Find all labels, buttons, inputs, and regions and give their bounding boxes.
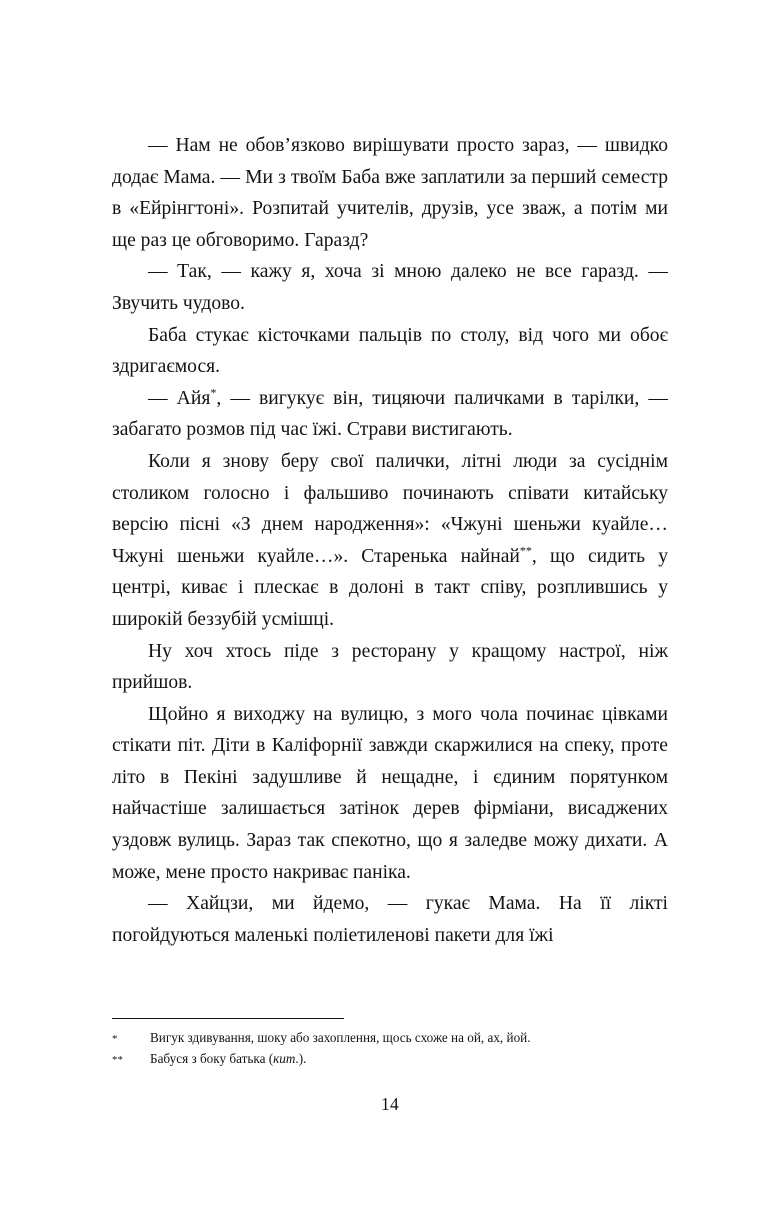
paragraph-with-footnote [112,383,668,446]
paragraph: Щойно я виходжу на вулицю, з мого чола починає цівками стікати піт. Діти в Каліфорнії завжди скаржилися на спеку, проте літо в Пекіні задушливе й нещадне, і єдиним порятунком найчастіше залишається затінок дерев фірміани, висаджених уздовж вулиць. Зараз так спекотно, що я заледве можу дихати. А може, мене просто накриває паніка. [112,703,668,883]
paragraph: — Так, — кажу я, хоча зі мною далеко не все гаразд. — Звучить чудово. [112,261,668,314]
footnote-text [150,1049,668,1069]
footnote-text-start: Бабуся з боку батька ( [150,1051,274,1066]
paragraph-text-start: Коли я знову беру свої палички, літні люди за сусіднім столиком голосно і фальшиво починають співати китайську версію пісні «З днем народження»: «Чжуні шеньжи куайле… Чжуні шеньжи куайле…». Старенька найнай [112,450,668,567]
paragraph-text-start: — Айя [148,387,211,409]
footnote-ref-1[interactable]: * [210,385,217,400]
footnote-language-abbrev: кит [273,1051,296,1066]
body-text [112,130,668,951]
footnote-text: Вигук здивування, шоку або захоплення, щось схоже на ой, ах, йой. [150,1030,531,1045]
paragraph-text-end: , — вигукує він, тицяючи паличками в тарілки, — забагато розмов під час їжі. Страви вистигають. [112,387,668,441]
paragraph: Баба стукає кісточками пальців по столу, від чого ми обоє здригаємося. [112,324,668,378]
footnote-separator-rule [112,1018,344,1019]
page-number: 14 [380,1094,400,1114]
footnote-item [112,1028,668,1049]
footnote-item [112,1049,668,1070]
paragraph-text-end: , що сидить у центрі, киває і плескає в долоні в такт співу, розплившись у широкій беззубій усмішці. [112,545,668,630]
paragraph: — Хайцзи, ми йдемо, — гукає Мама. На її лікті погойдуються маленькі поліетиленові пакети для їжі [112,893,668,946]
footnote-ref-2[interactable]: ** [519,543,532,558]
paragraph: Ну хоч хтось піде з ресторану у кращому настрої, ніж прийшов. [112,640,668,694]
footnote-marker: ** [112,1054,123,1066]
footnote-text-end: .). [295,1051,307,1066]
paragraph-with-footnote [112,446,668,636]
footnotes-section [112,1018,668,1070]
paragraph: — Нам не обов’язково вирішувати просто зараз, — швидко додає Мама. — Ми з твоїм Баба вже заплатили за перший семестр в «Ейрінгтоні». Розпитай учителів, друзів, усе зваж, а потім ми ще раз це обговоримо. Гаразд? [112,135,668,251]
footnote-marker: * [112,1033,118,1045]
